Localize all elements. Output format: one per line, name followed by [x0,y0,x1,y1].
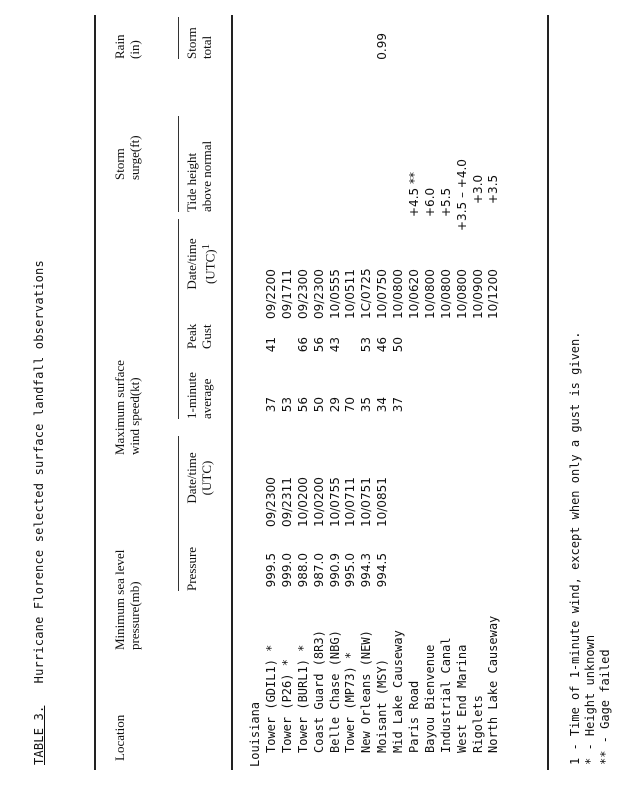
cell-wind-avg: 50 [311,397,326,413]
table-title [32,260,46,765]
header-surge-group-line2: surge(ft) [127,135,142,180]
cell-tide-height [375,131,391,231]
cell-peak-gust [439,337,455,361]
header-location: Location [112,714,127,761]
cell-tide-height [359,131,375,231]
cell-tide-height [328,131,344,231]
cell-pressure [471,553,487,601]
cell-location: Bayou Bienvenue [422,644,437,753]
surge-subheader-rule [178,116,179,212]
cell-peak-gust [423,337,439,361]
cell-wind-avg: 37 [264,397,278,413]
cell-location: Industrial Canal [438,637,453,753]
header-pressure-group-line2: pressure(mb) [127,581,142,650]
cell-pressure-datetime: 10/0751 [359,477,374,527]
cell-wind-avg [407,397,423,421]
cell-location: Paris Road [407,680,422,753]
header-rain-group-line2: (in) [127,40,142,59]
header-wind-group-line1: Maximum surface [112,360,127,455]
cell-tide-height [312,131,328,231]
subheader-wind-datetime-line1: Date/time [184,238,199,290]
cell-pressure-datetime [407,477,423,527]
rain-subheader-rule [178,17,179,59]
subheader-peak-gust-line1: Peak [184,323,199,349]
cell-pressure-datetime: 10/0200 [311,477,326,527]
cell-location: Mid Lake Causeway [391,630,406,753]
cell-storm-total [328,33,344,71]
cell-location: Tower (BURL1) * [295,644,310,753]
cell-wind-datetime: 09/2200 [264,269,278,319]
subheader-wind-avg-line1: 1-minute [184,372,199,419]
subheader-storm-total [184,27,214,59]
cell-pressure-datetime [471,477,487,527]
cell-pressure-datetime: 10/0200 [295,477,310,527]
subheader-storm-total-line1: Storm [184,27,199,59]
header-bottom-rule [231,15,233,770]
cell-tide-height: +4.5 ** [407,172,422,217]
cell-pressure [486,553,502,601]
cell-storm-total [359,33,375,71]
cell-pressure: 994.3 [359,553,374,588]
cell-wind-avg: 37 [391,397,406,413]
cell-wind-datetime: 10/0800 [454,269,469,319]
cell-wind-datetime: 10/0800 [438,269,453,319]
cell-storm-total [296,33,312,71]
subheader-wind-datetime-utc: (UTC) [202,249,218,285]
table-caption: Hurricane Florence selected surface landfall observations [32,260,46,684]
subheader-pressure-datetime [184,433,214,523]
header-rain-group [112,34,142,59]
cell-pressure: 999.5 [264,553,278,588]
column-wind-avg [264,397,502,421]
cell-storm-total [280,33,296,71]
subheader-storm-total-line2: total [199,35,214,59]
footnote-height-unknown: * - Height unknown [583,634,597,765]
cell-pressure: 995.0 [343,553,358,588]
cell-storm-total [486,33,502,71]
cell-wind-avg [423,397,439,421]
column-pressure-datetime [264,477,502,527]
cell-wind-datetime: 1C/0725 [359,268,374,319]
cell-wind-avg [486,397,502,421]
cell-location: Belle Chase (NBG) [327,630,342,753]
cell-wind-datetime: 10/0750 [375,269,390,319]
cell-peak-gust [455,337,471,361]
cell-peak-gust: 50 [391,337,406,353]
cell-pressure-datetime [439,477,455,527]
subheader-tide-height [184,141,214,212]
cell-peak-gust: 56 [311,337,326,353]
cell-tide-height [280,131,296,231]
cell-location: Coast Guard (8R3) [311,630,326,753]
cell-pressure-datetime: 09/2311 [279,477,294,527]
cell-pressure: 999.0 [279,553,294,588]
cell-tide-height [296,131,312,231]
cell-location: North Lake Causeway [486,615,501,753]
cell-peak-gust [471,337,487,361]
header-wind-group [112,360,142,455]
subheader-pressure-datetime-line2: (UTC) [199,460,214,496]
cell-storm-total [439,33,455,71]
cell-wind-datetime: 09/2300 [311,269,326,319]
header-surge-group [112,135,142,180]
subheader-tide-height-line2: above normal [199,140,214,212]
column-location [264,616,502,753]
cell-wind-datetime: 10/0900 [470,269,485,319]
footnote-1: 1 - Time of 1-minute wind, except when only a gust is given. [568,331,582,765]
cell-pressure [455,553,471,601]
cell-tide-height: +6.0 [422,187,437,217]
cell-pressure [407,553,423,601]
cell-pressure [391,553,407,601]
cell-pressure-datetime: 10/0851 [375,477,390,527]
subheader-wind-datetime-line2 [199,217,217,311]
footnote-ref-1: 1 [200,243,212,250]
cell-pressure: 994.5 [375,553,390,588]
cell-tide-height: +5.5 [438,187,453,217]
cell-location: Tower (MP73) * [343,651,358,753]
cell-wind-datetime: 09/2300 [295,269,310,319]
table-bottom-rule [547,15,549,770]
cell-storm-total [343,33,359,71]
cell-pressure-datetime: 09/2300 [264,477,278,527]
cell-wind-avg: 35 [359,397,374,413]
cell-wind-datetime: 10/0800 [422,269,437,319]
header-surge-group-line1: Storm [112,148,127,180]
cell-wind-datetime: 10/0620 [407,269,422,319]
header-wind-group-line2: wind speed(kt) [127,377,142,455]
cell-location: Moisant (MSY) [375,659,390,753]
cell-storm-total [264,33,280,71]
cell-location: West End Marina [454,644,469,753]
column-storm-total [264,33,502,71]
cell-storm-total: 0.99 [375,33,390,60]
column-wind-datetime [264,268,502,319]
cell-tide-height [343,131,359,231]
cell-wind-datetime: 10/0800 [391,269,406,319]
cell-wind-avg [471,397,487,421]
cell-wind-avg: 29 [327,397,342,413]
cell-location: Rigolets [470,695,485,753]
column-peak-gust [264,337,502,361]
cell-pressure-datetime: 10/0711 [343,477,358,527]
cell-pressure: 988.0 [295,553,310,588]
cell-peak-gust [486,337,502,361]
subheader-pressure-datetime-line1: Date/time [184,452,199,504]
cell-peak-gust: 66 [295,337,310,353]
cell-tide-height: +3.0 [470,174,485,204]
cell-wind-avg [455,397,471,421]
column-pressure [264,553,502,601]
subheader-pressure: Pressure [184,546,199,591]
cell-storm-total [391,33,407,71]
cell-wind-datetime: 10/0555 [327,269,342,319]
cell-storm-total [312,33,328,71]
cell-peak-gust [343,337,359,361]
column-tide-height [264,131,502,231]
cell-location: Tower (GDIL1) * [264,644,278,753]
cell-pressure [439,553,455,601]
subheader-peak-gust-line2: Gust [199,324,214,349]
subheader-peak-gust [184,324,214,349]
cell-storm-total [423,33,439,71]
table-number: TABLE 3. [32,705,46,765]
cell-wind-avg: 70 [343,397,358,413]
cell-peak-gust [280,337,296,361]
cell-peak-gust: 43 [327,337,342,353]
pressure-subheader-rule [178,436,179,591]
footnote-gage-failed: ** - Gage failed [598,649,612,765]
cell-wind-datetime: 09/1711 [279,269,294,319]
cell-location: New Orleans (NEW) [359,630,374,753]
cell-wind-avg [439,397,455,421]
cell-peak-gust: 46 [375,337,390,353]
cell-pressure: 987.0 [311,553,326,588]
subheader-wind-avg [184,372,214,419]
cell-pressure-datetime [486,477,502,527]
cell-wind-datetime: 10/1200 [486,269,501,319]
cell-tide-height [391,131,407,231]
cell-pressure-datetime [391,477,407,527]
cell-peak-gust [407,337,423,361]
subheader-wind-avg-line2: average [199,378,214,419]
cell-wind-avg: 56 [295,397,310,413]
cell-pressure [423,553,439,601]
subheader-wind-datetime [184,217,217,311]
cell-tide-height [264,131,280,231]
cell-tide-height: +3.5 – +4.0 [454,159,469,231]
group-label-louisiana: Louisiana [248,701,262,767]
header-pressure-group [112,550,142,650]
cell-wind-datetime: 10/0511 [343,269,358,319]
cell-pressure-datetime: 10/0755 [327,477,342,527]
header-pressure-group-line1: Minimum sea level [112,549,127,650]
cell-storm-total [471,33,487,71]
cell-wind-avg: 34 [375,397,390,413]
cell-peak-gust: 53 [359,337,374,353]
top-rule [94,15,96,770]
cell-pressure-datetime [455,477,471,527]
cell-location: Tower (P26) * [279,659,294,753]
cell-storm-total [455,33,471,71]
subheader-tide-height-line1: Tide height [184,152,199,212]
cell-tide-height: +3.5 [486,174,501,204]
cell-peak-gust: 41 [264,337,278,353]
cell-storm-total [407,33,423,71]
cell-pressure: 990.9 [327,553,342,588]
cell-wind-avg: 53 [279,397,294,413]
cell-pressure-datetime [423,477,439,527]
wind-subheader-rule [178,219,179,419]
header-rain-group-line1: Rain [112,34,127,59]
